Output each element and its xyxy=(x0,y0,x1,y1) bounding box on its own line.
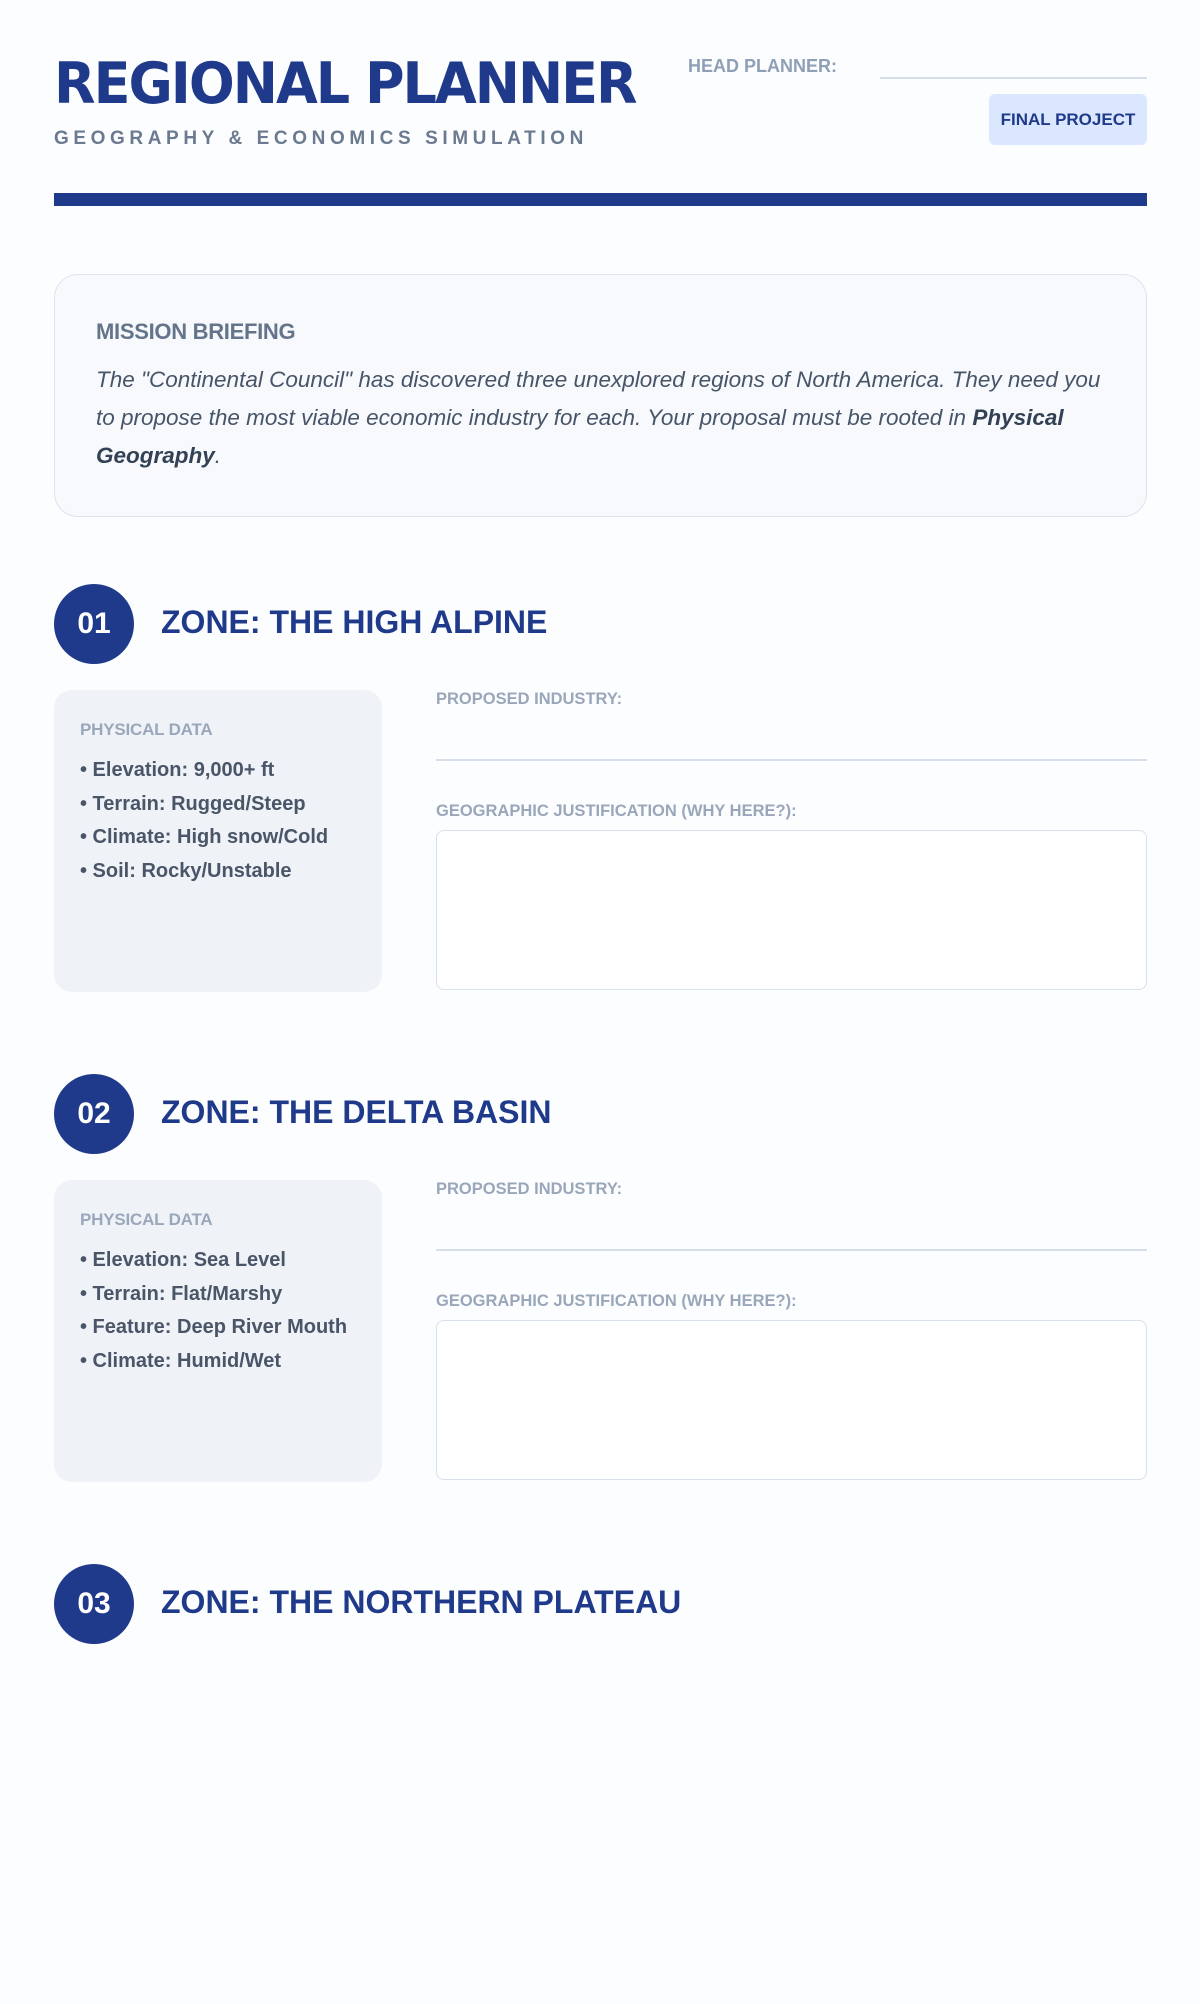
zone-title: ZONE: THE HIGH ALPINE xyxy=(161,604,548,640)
head-planner-label: HEAD PLANNER: xyxy=(688,56,838,76)
zone-number-badge: 01 xyxy=(54,584,134,664)
zone-section-01 xyxy=(54,584,1147,1024)
final-project-badge: FINAL PROJECT xyxy=(989,94,1147,145)
physical-fact: • Elevation: 9,000+ ft xyxy=(80,759,275,781)
justification-textarea[interactable] xyxy=(436,1320,1147,1480)
header-divider xyxy=(54,193,1147,206)
physical-fact: • Terrain: Rugged/Steep xyxy=(80,792,306,815)
physical-fact: • Terrain: Flat/Marshy xyxy=(80,1282,283,1305)
page-title: REGIONAL PLANNER xyxy=(54,50,636,117)
briefing-text-body: The "Continental Council" has discovered three unexplored regions of North America. They need you to propose the most viable economic industry for each. Your proposal must be rooted in xyxy=(96,367,1101,430)
physical-fact: • Climate: High snow/Cold xyxy=(80,826,329,848)
physical-fact: • Elevation: Sea Level xyxy=(80,1249,286,1271)
justification-textarea[interactable] xyxy=(436,830,1147,990)
physical-data-card xyxy=(54,690,382,992)
zone-section-03 xyxy=(54,1564,1147,2004)
physical-data-label: PHYSICAL DATA xyxy=(80,1210,213,1229)
zone-title: ZONE: THE DELTA BASIN xyxy=(161,1094,552,1130)
briefing-title: MISSION BRIEFING xyxy=(96,319,296,344)
physical-fact: • Climate: Humid/Wet xyxy=(80,1349,282,1372)
physical-fact: • Soil: Rocky/Unstable xyxy=(80,859,292,882)
zone-number-badge: 02 xyxy=(54,1074,134,1154)
proposed-industry-input[interactable] xyxy=(436,714,1147,761)
page-subtitle: GEOGRAPHY & ECONOMICS SIMULATION xyxy=(54,128,588,149)
physical-fact: • Feature: Deep River Mouth xyxy=(80,1316,348,1338)
zone-title: ZONE: THE NORTHERN PLATEAU xyxy=(161,1584,682,1620)
zone-section-02 xyxy=(54,1074,1147,1514)
proposed-industry-input[interactable] xyxy=(436,1204,1147,1251)
physical-data-list xyxy=(80,754,328,888)
head-planner-field[interactable] xyxy=(880,77,1147,79)
physical-data-label: PHYSICAL DATA xyxy=(80,720,213,739)
briefing-text-end: . xyxy=(214,443,222,468)
physical-data-card xyxy=(54,1180,382,1482)
proposed-industry-label: PROPOSED INDUSTRY: xyxy=(436,1180,623,1198)
proposed-industry-label: PROPOSED INDUSTRY: xyxy=(436,690,623,708)
zone-number-badge: 03 xyxy=(54,1564,134,1644)
justification-label: GEOGRAPHIC JUSTIFICATION (WHY HERE?): xyxy=(436,1292,797,1310)
mission-briefing-card xyxy=(54,274,1147,517)
physical-data-list xyxy=(80,1244,347,1378)
briefing-text xyxy=(96,361,1106,475)
briefing-text-emphasis: Physical Geography xyxy=(96,405,1064,468)
justification-label: GEOGRAPHIC JUSTIFICATION (WHY HERE?): xyxy=(436,802,797,820)
